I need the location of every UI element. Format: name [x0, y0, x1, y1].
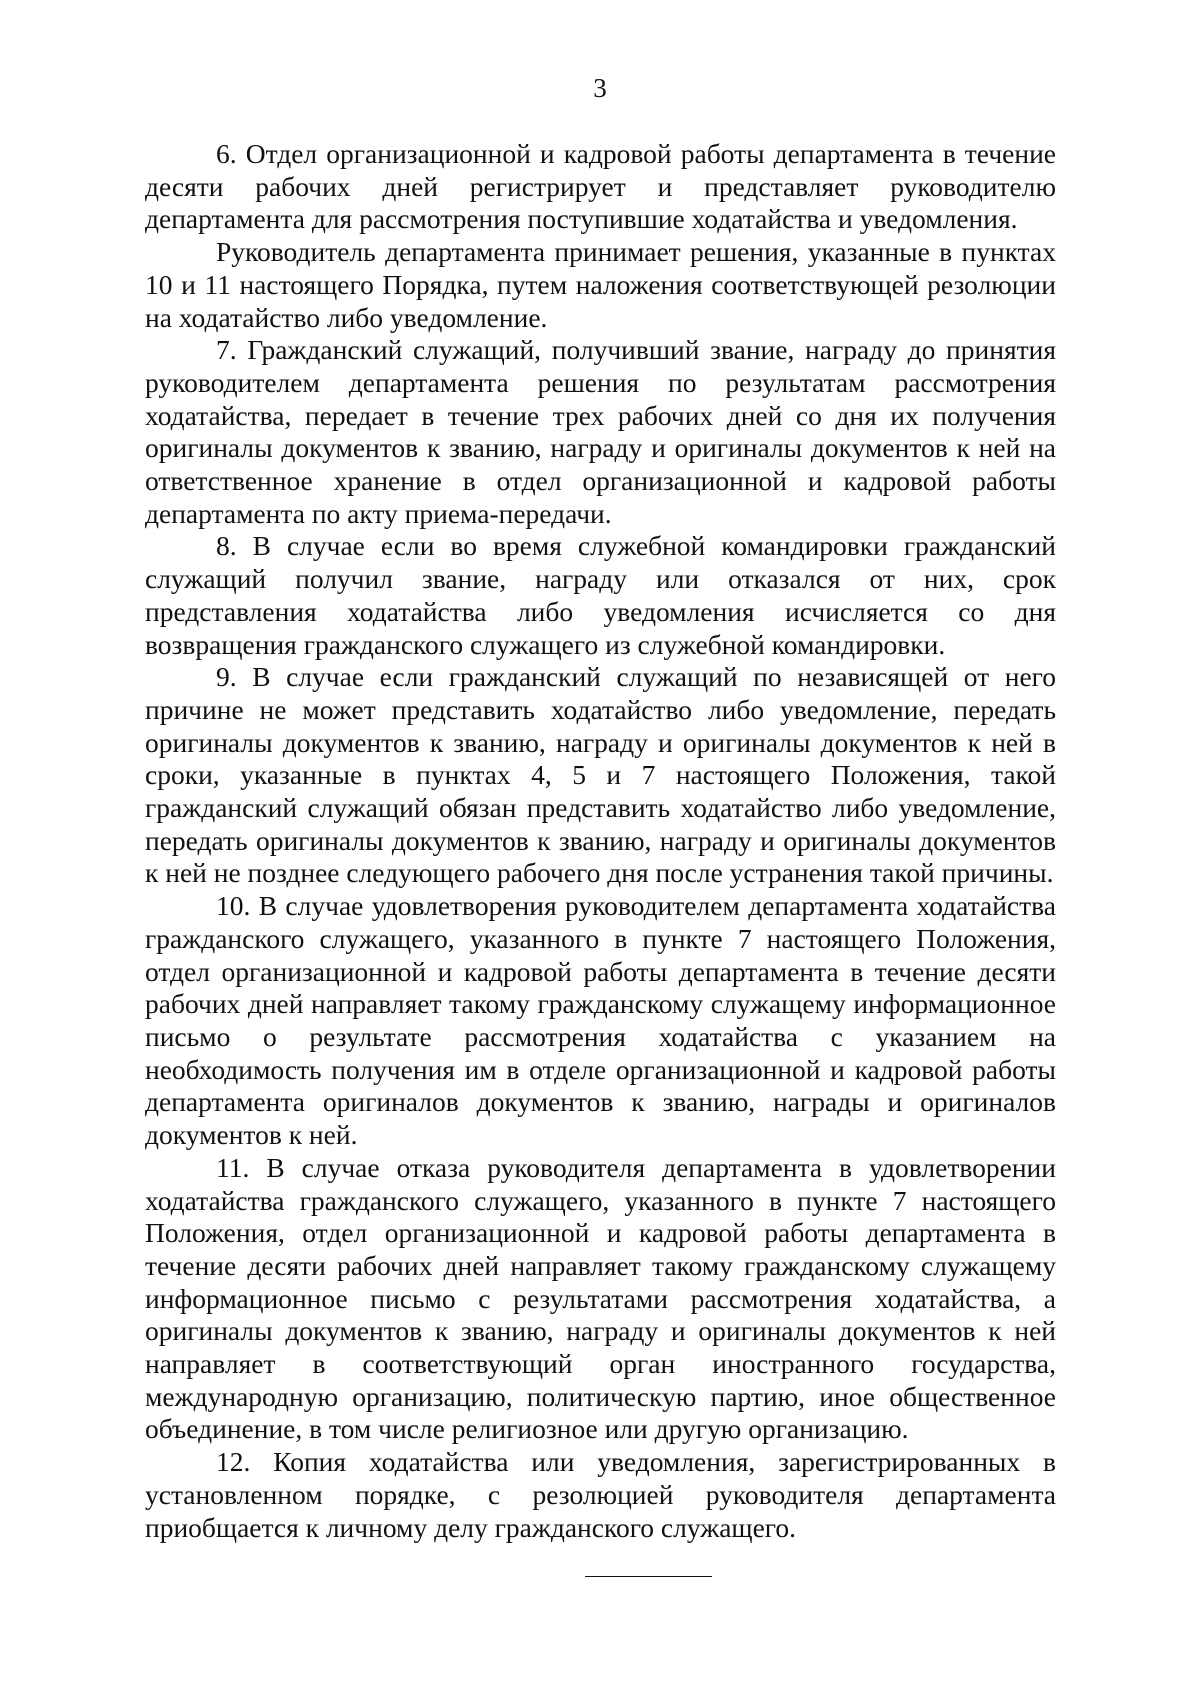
page-number: 3 [593, 73, 607, 103]
paragraph-7: 7. Гражданский служащий, получивший звание, награду до принятия руководителем департамента решения по результатам рассмотрения ходатайства, передает в течение трех рабочих дней со дня их получения оригиналы документов к званию, награду и оригиналы документов к ней на ответственное хранение в отдел организационной и кадровой работы департамента по акту приема-передачи. [145, 334, 1056, 529]
paragraph-11: 11. В случае отказа руководителя департамента в удовлетворении ходатайства гражданского служащего, указанного в пункте 7 настоящего Положения, отдел организационной и кадровой работы департамента в течение десяти рабочих дней направляет такому гражданскому служащему информационное письмо с результатами рассмотрения ходатайства, а оригиналы документов к званию, награду и оригиналы документов к ней направляет в соответствующий орган иностранного государства, международную организацию, политическую партию, иное общественное объединение, в том числе религиозное или другую организацию. [145, 1151, 1056, 1445]
end-of-document-rule [585, 1576, 712, 1577]
paragraph-6-continued: Руководитель департамента принимает решения, указанные в пунктах 10 и 11 настоящего Порядка, путем наложения соответствующей резолюции на ходатайство либо уведомление. [145, 236, 1056, 333]
paragraph-9: 9. В случае если гражданский служащий по независящей от него причине не может представить ходатайство либо уведомление, передать оригиналы документов к званию, награду и оригиналы документов к ней в сроки, указанные в пунктах 4, 5 и 7 настоящего Положения, такой гражданский служащий обязан представить ходатайство либо уведомление, передать оригиналы документов к званию, награду и оригиналы документов к ней не позднее следующего рабочего дня после устранения такой причины. [145, 661, 1056, 889]
paragraph-10: 10. В случае удовлетворения руководителем департамента ходатайства гражданского служащего, указанного в пункте 7 настоящего Положения, отдел организационной и кадровой работы департамента в течение десяти рабочих дней направляет такому гражданскому служащему информационное письмо о результате рассмотрения ходатайства с указанием на необходимость получения им в отделе организационной и кадровой работы департамента оригиналов документов к званию, награды и оригиналов документов к ней. [145, 890, 1056, 1151]
paragraph-8: 8. В случае если во время служебной командировки гражданский служащий получил звание, награду или отказался от них, срок представления ходатайства либо уведомления исчисляется со дня возвращения гражданского служащего из служебной командировки. [145, 530, 1056, 660]
paragraph-12: 12. Копия ходатайства или уведомления, зарегистрированных в установленном порядке, с резолюцией руководителя департамента приобщается к личному делу гражданского служащего. [145, 1446, 1056, 1543]
paragraph-6: 6. Отдел организационной и кадровой работы департамента в течение десяти рабочих дней регистрирует и представляет руководителю департамента для рассмотрения поступившие ходатайства и уведомления. [145, 138, 1056, 235]
document-body [145, 138, 1056, 1544]
